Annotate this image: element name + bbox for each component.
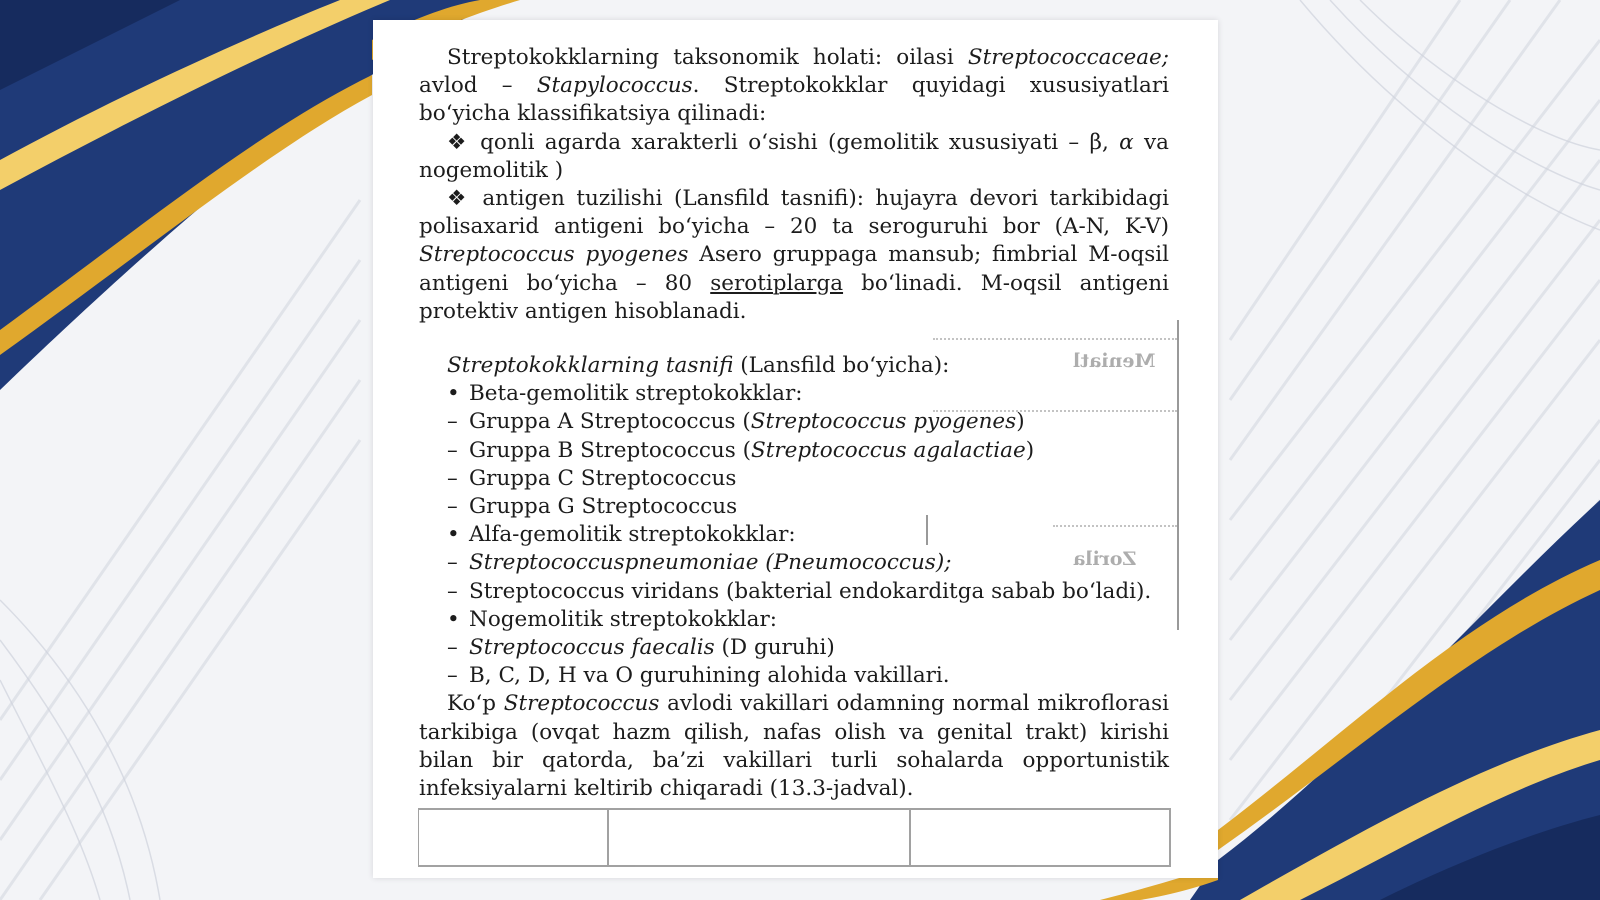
list-item xyxy=(447,437,1169,465)
bleed-through-text: Meniatl xyxy=(1073,350,1156,372)
bleed-through-text: Zorila xyxy=(1073,548,1137,570)
text-span: ) xyxy=(1025,437,1035,463)
text-span: qonli agarda xarakterli o‘sishi (gemolitik xususiyati – β, xyxy=(469,129,1120,155)
dot-bullet-icon: • xyxy=(447,522,460,548)
antigen-bullet xyxy=(419,185,1169,326)
dash-marker: – xyxy=(447,550,458,576)
taxonomy-paragraph xyxy=(419,44,1169,129)
text-span: Asero gruppaga mansub; fimbrial M-oqsil antigeni bo‘yicha – 80 xyxy=(419,242,1169,296)
list-item xyxy=(447,634,1169,662)
italic-span: Streptococcus pyogenes xyxy=(750,409,1017,435)
text-span: antigen tuzilishi (Lansfild tasnifi): hujayra devori tarkibidagi polisaxarid antigeni bo‘yicha – 20 ta seroguruhi bor (A-N, K-V) xyxy=(419,186,1170,240)
bleed-through-line xyxy=(1177,320,1179,630)
list-item-text: Alfa-gemolitik streptokokklar: xyxy=(469,522,796,548)
classification-heading xyxy=(447,352,1169,380)
bleed-through-line xyxy=(933,410,1177,412)
document-page xyxy=(373,20,1218,878)
dash-marker: – xyxy=(447,465,458,491)
list-item xyxy=(447,578,1169,606)
bleed-through-line xyxy=(926,515,928,545)
classification-list xyxy=(419,352,1169,690)
list-item-text: B, C, D, H va O guruhining alohida vakillari. xyxy=(469,663,950,689)
bleed-through-line xyxy=(933,338,1177,340)
text-span: (D guruhi) xyxy=(714,635,835,661)
list-item xyxy=(447,493,1169,521)
dash-marker: – xyxy=(447,578,458,604)
underlined-span: serotiplarga xyxy=(710,270,844,296)
list-item xyxy=(447,606,1169,634)
italic-span: Streptococcus pyogenes xyxy=(419,242,689,268)
list-item-text: Streptococcuspneumoniae (Pneumococcus); xyxy=(469,550,952,576)
text-span: (Lansfild bo‘yicha): xyxy=(733,353,950,379)
text-span: Streptokokklarning taksonomik holati: oilasi xyxy=(447,45,968,70)
list-item xyxy=(447,380,1169,408)
text-span: Gruppa B Streptococcus ( xyxy=(469,437,751,463)
hemolysis-bullet xyxy=(419,129,1169,185)
microflora-paragraph xyxy=(419,690,1169,803)
dash-marker: – xyxy=(447,494,458,520)
bleed-through-table xyxy=(418,808,1171,867)
italic-span: Streptococcus agalactiae xyxy=(751,437,1026,463)
list-item-text: Beta-gemolitik streptokokklar: xyxy=(469,381,803,407)
text-span: Gruppa A Streptococcus ( xyxy=(469,409,751,435)
text-span: ) xyxy=(1016,409,1025,435)
diamond-bullet-icon: ❖ xyxy=(447,186,471,212)
diamond-bullet-icon: ❖ xyxy=(447,129,470,155)
list-item-text: Nogemolitik streptokokklar: xyxy=(469,606,777,632)
italic-span: Streptococcaceae; xyxy=(967,45,1169,70)
list-item-text: Streptococcus viridans (bakterial endokarditga sabab bo‘ladi). xyxy=(469,578,1152,604)
italic-span: Stapylococcus xyxy=(536,73,693,99)
dash-marker: – xyxy=(447,437,458,463)
list-item xyxy=(447,408,1169,436)
text-span: bo‘linadi. M-oqsil antigeni protektiv antigen hisoblanadi. xyxy=(419,270,1169,324)
text-span: va nogemolitik ) xyxy=(419,129,1169,183)
dash-marker: – xyxy=(447,663,458,689)
list-item-text: Gruppa G Streptococcus xyxy=(469,494,738,520)
list-item xyxy=(447,549,1169,577)
italic-span: Streptokokklarning tasnifi xyxy=(447,353,734,379)
text-span: avlodi vakillari odamning normal mikroflorasi tarkibiga (ovqat hazm qilish, nafas olish va genital trakt) kirishi bilan bir qatorda, ba’zi vakillari turli sohalarda opportunistik infeksiyalarni keltirib chiqaradi (13.3-jadval). xyxy=(419,691,1169,802)
dash-marker: – xyxy=(447,635,458,661)
dot-bullet-icon: • xyxy=(447,606,460,632)
list-item xyxy=(447,662,1169,690)
bleed-through-line xyxy=(1053,525,1177,527)
text-span: avlod – xyxy=(419,73,537,99)
italic-span: Streptococcus xyxy=(503,691,660,717)
list-item xyxy=(447,465,1169,493)
text-span: Ko‘p xyxy=(447,691,504,717)
dash-marker: – xyxy=(447,409,458,435)
document-text xyxy=(419,44,1169,803)
list-item-text: Gruppa C Streptococcus xyxy=(469,465,737,491)
italic-span: α xyxy=(1119,129,1134,155)
text-span: . Streptokokklar quyidagi xususiyatlari bo‘yicha klassifikatsiya qilinadi: xyxy=(419,73,1169,127)
dot-bullet-icon: • xyxy=(447,381,460,407)
italic-span: Streptococcus faecalis xyxy=(469,635,715,661)
